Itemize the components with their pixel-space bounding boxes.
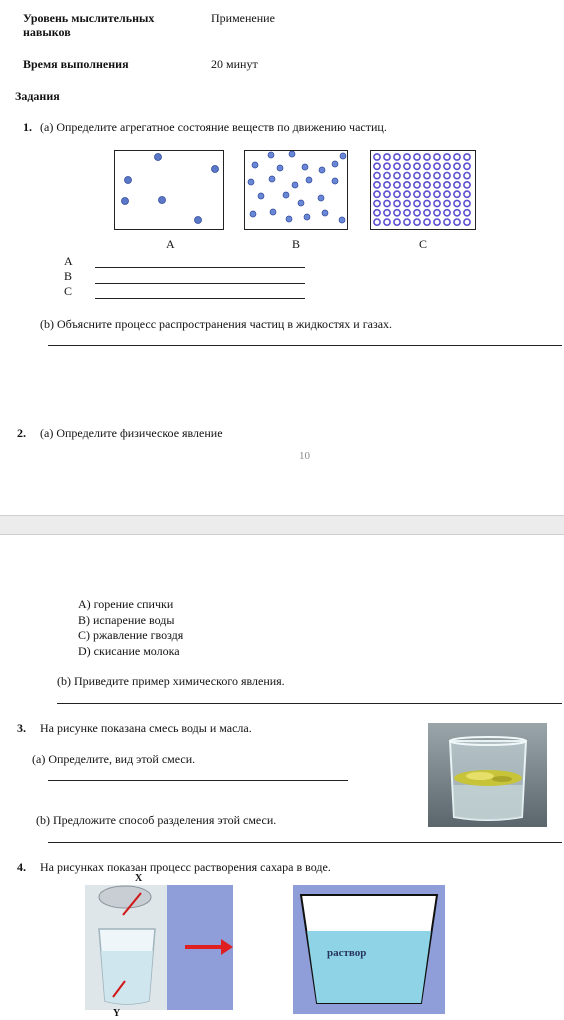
particle (250, 211, 256, 217)
particle (414, 154, 420, 160)
box-label-c: C (419, 237, 428, 251)
particle (384, 219, 390, 225)
q3-number: 3. (17, 721, 26, 735)
particle (304, 214, 310, 220)
answer-letter-b: B (64, 269, 73, 283)
answer-line-a[interactable] (95, 267, 305, 268)
particle (464, 191, 470, 197)
particle (394, 191, 400, 197)
particle (384, 210, 390, 216)
particle (404, 200, 410, 206)
particle (404, 182, 410, 188)
particle (464, 182, 470, 188)
particle (434, 191, 440, 197)
particle (384, 182, 390, 188)
answer-line-b[interactable] (95, 283, 305, 284)
particle (414, 219, 420, 225)
particle (248, 179, 254, 185)
particle (464, 219, 470, 225)
particle (434, 154, 440, 160)
particle (302, 164, 308, 170)
time-label: Время выполнения (23, 57, 129, 71)
particle (454, 219, 460, 225)
q3-part-a: (a) Определите, вид этой смеси. (32, 752, 196, 766)
particle (464, 154, 470, 160)
particle (434, 173, 440, 179)
particle (454, 154, 460, 160)
q3-text: На рисунке показана смесь воды и масла. (40, 721, 252, 735)
particle (319, 167, 325, 173)
glass-with-sugar-figure (85, 885, 233, 1010)
answer-letter-a: A (64, 254, 73, 268)
particle (454, 200, 460, 206)
particle (374, 173, 380, 179)
particle (270, 209, 276, 215)
particle (374, 154, 380, 160)
particle (424, 210, 430, 216)
particle (252, 162, 258, 168)
particle (404, 173, 410, 179)
particle (444, 191, 450, 197)
particle (464, 210, 470, 216)
particle (258, 193, 264, 199)
particle (404, 219, 410, 225)
particles-box-solid (370, 150, 476, 230)
particle (374, 200, 380, 206)
particle (394, 200, 400, 206)
option-c: C) ржавление гвоздя (78, 628, 184, 642)
particle (404, 154, 410, 160)
particle (277, 165, 283, 171)
particle (434, 219, 440, 225)
particle (434, 210, 440, 216)
particle (318, 195, 324, 201)
particle (444, 200, 450, 206)
q3-part-b: (b) Предложите способ разделения этой смеси. (36, 813, 277, 827)
page-number: 10 (299, 450, 310, 462)
particle (384, 200, 390, 206)
particle (322, 210, 328, 216)
particle (374, 182, 380, 188)
particle (424, 191, 430, 197)
particle (269, 176, 275, 182)
water-oil-photo (428, 723, 547, 827)
particle (454, 163, 460, 169)
particle (424, 163, 430, 169)
particle (404, 163, 410, 169)
particle (424, 219, 430, 225)
particle (444, 210, 450, 216)
particle (454, 182, 460, 188)
particle (339, 217, 345, 223)
particle (464, 163, 470, 169)
particle (332, 178, 338, 184)
particle (414, 210, 420, 216)
skill-level-value: Применение (211, 11, 275, 25)
particles-box-liquid (244, 150, 348, 230)
q1-part-a: (a) Определите агрегатное состояние веществ по движению частиц. (40, 120, 387, 134)
particle (434, 163, 440, 169)
label-x-top: X (135, 873, 143, 884)
particle (374, 163, 380, 169)
answer-line-q2b[interactable] (57, 703, 562, 704)
particle (212, 166, 219, 173)
particle (283, 192, 289, 198)
particle (454, 173, 460, 179)
page-break (0, 515, 564, 535)
particle (394, 182, 400, 188)
particle (155, 154, 162, 161)
answer-line-q1b[interactable] (48, 345, 562, 346)
particle (374, 191, 380, 197)
particle (384, 154, 390, 160)
solution-panel (293, 885, 445, 1014)
q2-number: 2. (17, 426, 26, 440)
particle (394, 210, 400, 216)
particle (444, 163, 450, 169)
particle (424, 154, 430, 160)
solution-container-figure (293, 885, 445, 1014)
time-value: 20 минут (211, 57, 258, 71)
particle (122, 198, 129, 205)
particle (404, 210, 410, 216)
particle (394, 173, 400, 179)
solid-particles-figure (371, 151, 475, 229)
particle (374, 210, 380, 216)
particle (268, 152, 274, 158)
particle (306, 177, 312, 183)
label-x-bottom: Y (113, 1008, 121, 1019)
option-b: B) испарение воды (78, 612, 175, 627)
option-d: D) скисание молока (78, 643, 180, 658)
particle (125, 177, 132, 184)
tasks-title: Задания (15, 89, 60, 103)
answer-line-q3a[interactable] (48, 780, 348, 781)
q2-part-a: (a) Определите физическое явление (40, 426, 223, 440)
particle (286, 216, 292, 222)
particle (384, 173, 390, 179)
solution-label: раствор (327, 947, 367, 959)
particle (404, 191, 410, 197)
q4-text: На рисунках показан процесс растворения сахара в воде. (40, 860, 331, 874)
answer-line-q3b[interactable] (48, 842, 562, 843)
particle (424, 173, 430, 179)
particle (394, 154, 400, 160)
answer-letters (64, 254, 73, 299)
gas-particles-figure (115, 151, 223, 229)
skill-level-label: Уровень мыслительных навыков (23, 11, 155, 39)
particles-box-gas (114, 150, 224, 230)
particle (424, 182, 430, 188)
q2-part-b: (b) Приведите пример химического явления. (57, 674, 285, 688)
particle (332, 161, 338, 167)
particle (414, 191, 420, 197)
particle (434, 200, 440, 206)
particle (454, 210, 460, 216)
liquid-particles-figure (245, 151, 347, 229)
q1-part-b: (b) Объясните процесс распространения частиц в жидкостях и газах. (40, 317, 393, 331)
particle (414, 182, 420, 188)
option-a: A) горение спички (78, 597, 174, 611)
particle (289, 151, 295, 157)
particle (394, 219, 400, 225)
box-label-b: B (292, 237, 301, 251)
particle (394, 163, 400, 169)
sugar-dissolving-panel (85, 885, 233, 1010)
particle (424, 200, 430, 206)
particle (414, 200, 420, 206)
particle (340, 153, 346, 159)
q1-number: 1. (23, 120, 32, 134)
beaker-illustration (428, 723, 547, 827)
particle (444, 154, 450, 160)
particle (444, 173, 450, 179)
box-label-a: A (166, 237, 175, 251)
particle (384, 163, 390, 169)
particle (414, 163, 420, 169)
particle (444, 182, 450, 188)
answer-letter-c: C (64, 284, 73, 298)
particle (159, 197, 166, 204)
particle (292, 182, 298, 188)
particle (414, 173, 420, 179)
q2-options (78, 597, 183, 659)
particle (298, 200, 304, 206)
q4-number: 4. (17, 860, 26, 874)
particle (444, 219, 450, 225)
particle (464, 200, 470, 206)
particle (434, 182, 440, 188)
particle (454, 191, 460, 197)
particle (374, 219, 380, 225)
answer-line-c[interactable] (95, 298, 305, 299)
particle (464, 173, 470, 179)
particle (195, 217, 202, 224)
particle (384, 191, 390, 197)
